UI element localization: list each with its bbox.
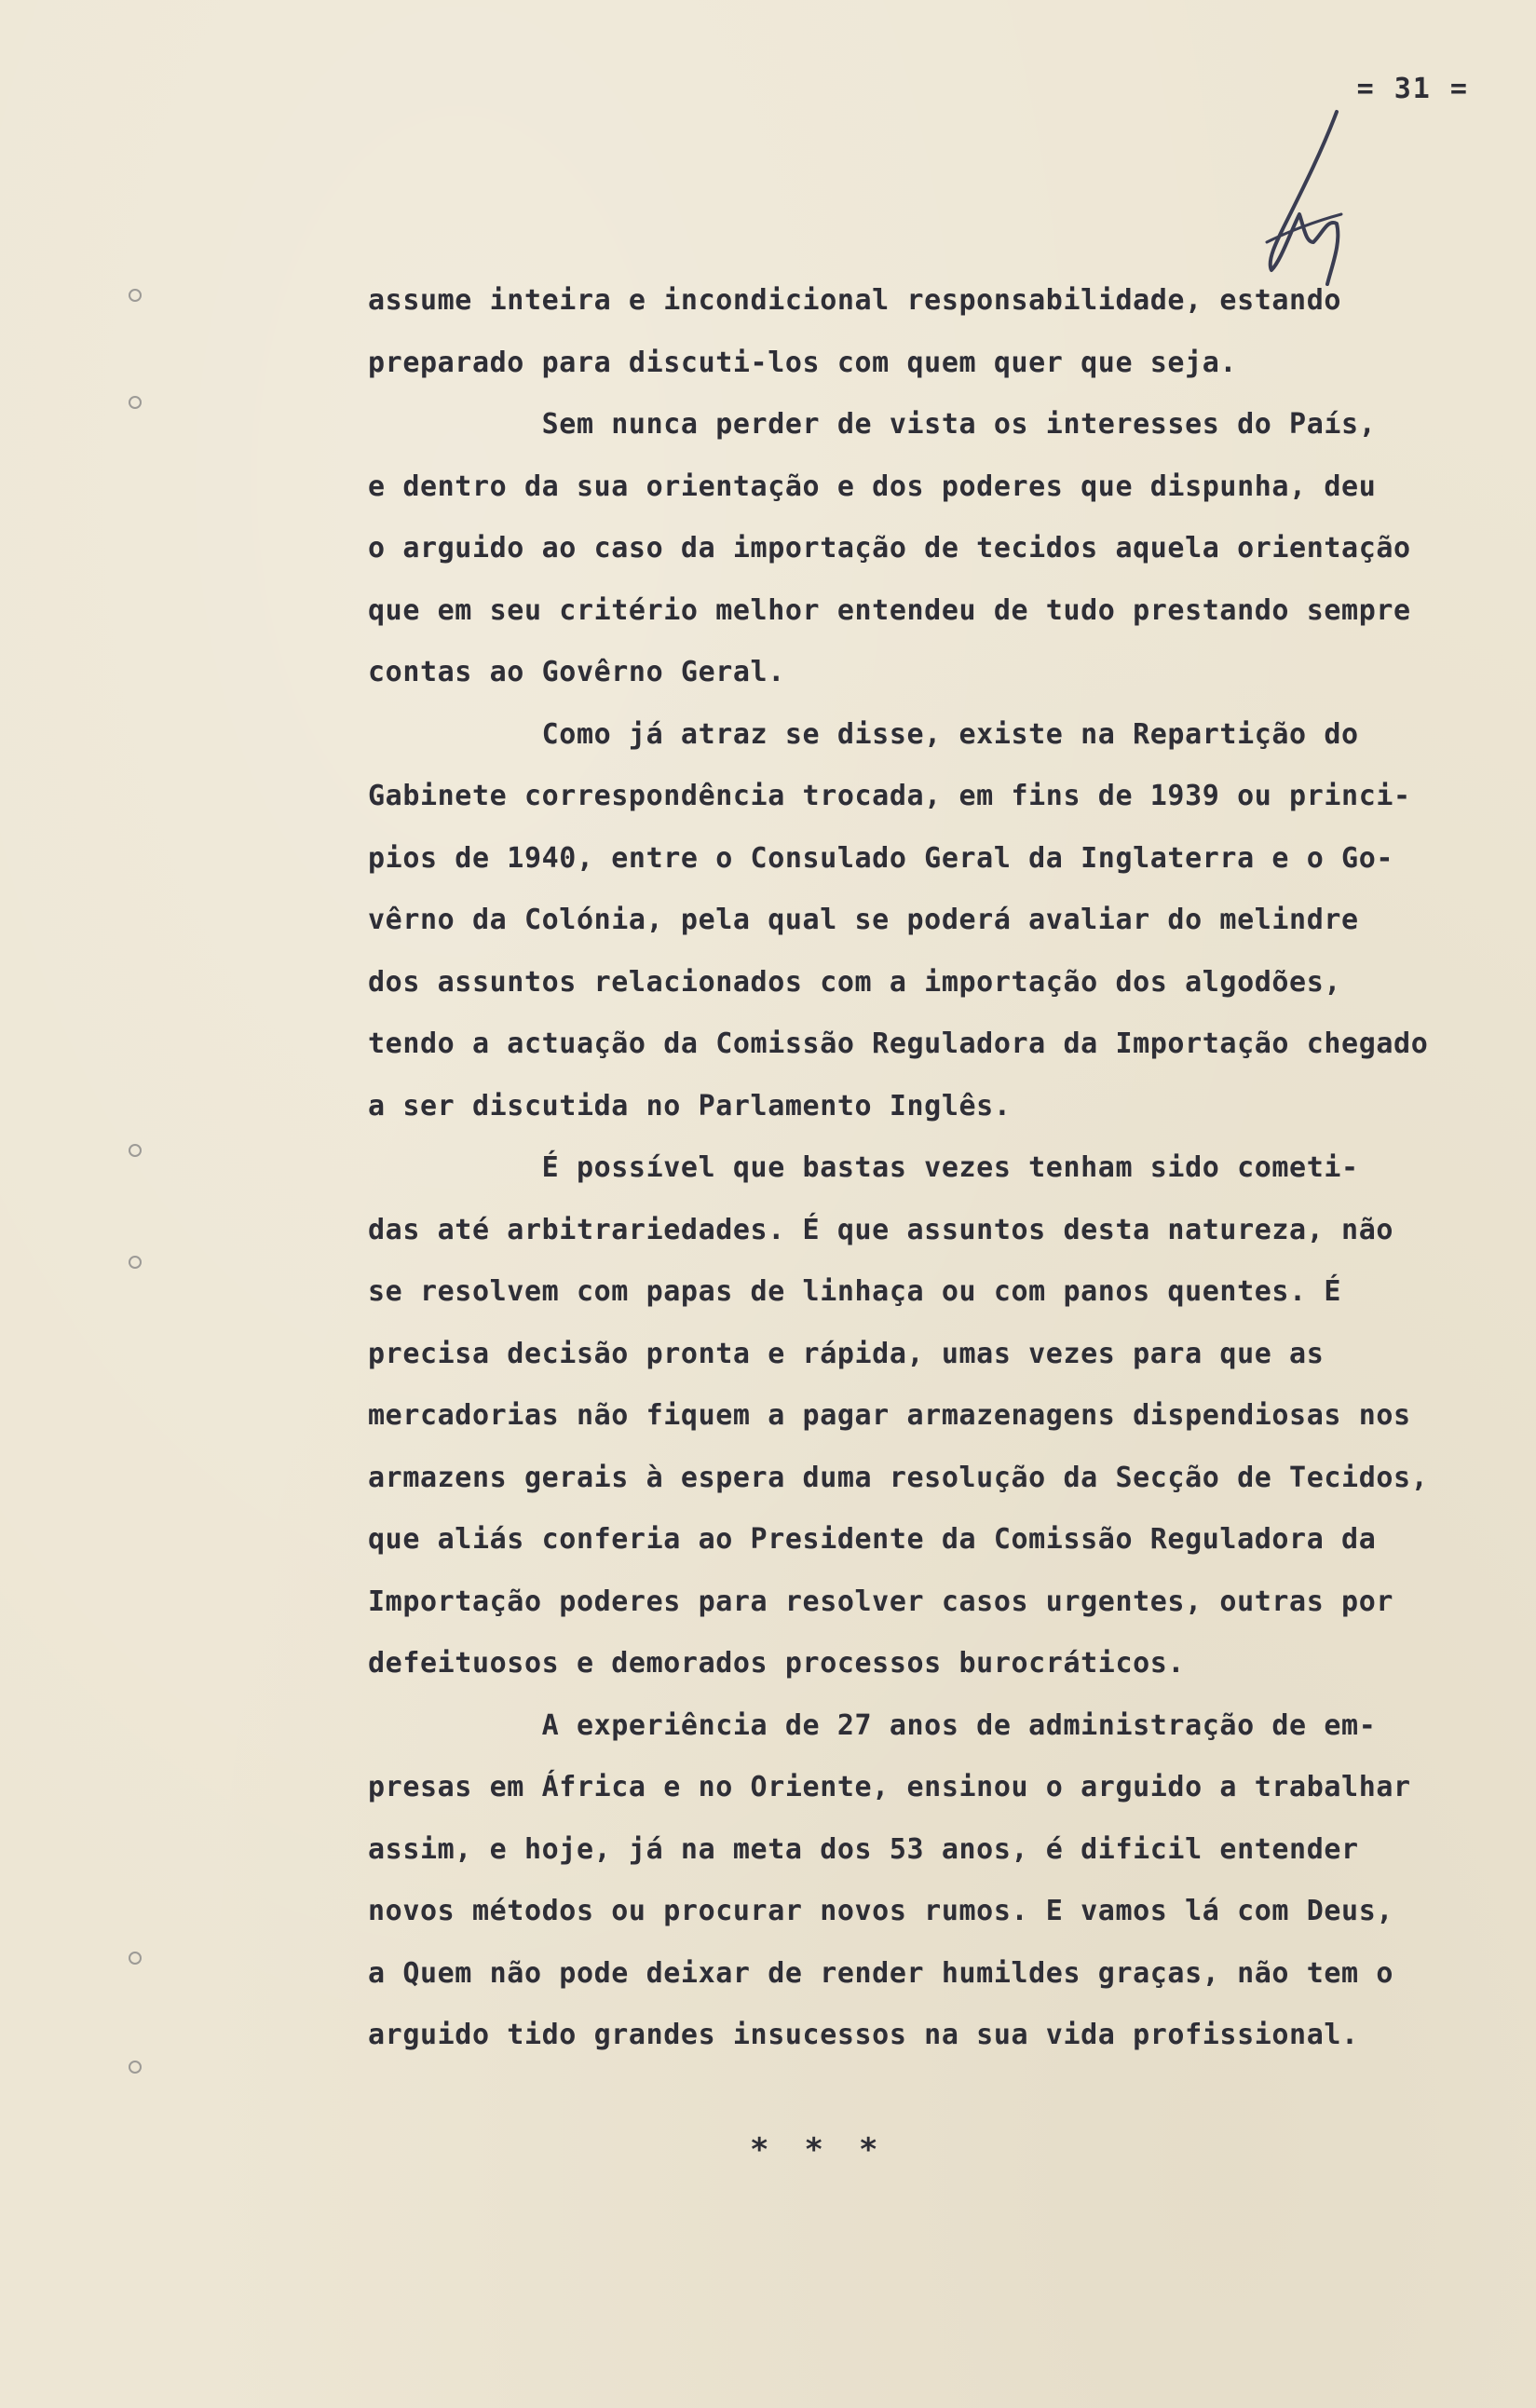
binding-hole-mark (129, 2061, 142, 2074)
text-line: A experiência de 27 anos de administração de em- (368, 1708, 1377, 1742)
text-line: das até arbitrariedades. É que assuntos desta natureza, não (368, 1213, 1394, 1246)
binding-hole-mark (129, 289, 142, 302)
binding-hole-mark (129, 1256, 142, 1269)
page-number: = 31 = (1356, 73, 1469, 105)
text-line: a ser discutida no Parlamento Inglês. (368, 1089, 1012, 1122)
text-line: a Quem não pode deixar de render humildes graças, não tem o (368, 1956, 1394, 1990)
text-line: assume inteira e incondicional responsabilidade, estando (368, 284, 1342, 317)
text-line: se resolvem com papas de linhaça ou com panos quentes. É (368, 1275, 1342, 1308)
text-line: Importação poderes para resolver casos urgentes, outras por (368, 1585, 1394, 1618)
binding-hole-mark (129, 1952, 142, 1965)
text-line: contas ao Govêrno Geral. (368, 656, 785, 688)
text-line: dos assuntos relacionados com a importação dos algodões, (368, 965, 1342, 999)
binding-hole-mark (129, 396, 142, 409)
handwritten-signature (1248, 102, 1369, 289)
text-line: e dentro da sua orientação e dos poderes que dispunha, deu (368, 469, 1377, 503)
text-line: Gabinete correspondência trocada, em fins de 1939 ou princi- (368, 780, 1411, 812)
text-line: assim, e hoje, já na meta dos 53 anos, é dificil entender (368, 1832, 1359, 1866)
text-line: vêrno da Colónia, pela qual se poderá avaliar do melindre (368, 904, 1359, 936)
text-line: pios de 1940, entre o Consulado Geral da Inglaterra e o Go- (368, 841, 1394, 875)
text-line: Como já atraz se disse, existe na Repartição do (368, 717, 1359, 751)
text-line: que em seu critério melhor entendeu de tudo prestando sempre (368, 593, 1411, 627)
text-line: tendo a actuação da Comissão Reguladora da Importação chegado (368, 1027, 1429, 1060)
text-line: presas em África e no Oriente, ensinou o arguido a trabalhar (368, 1771, 1411, 1803)
text-line: que aliás conferia ao Presidente da Comissão Reguladora da (368, 1523, 1377, 1556)
typed-text-body (368, 270, 1523, 2067)
closing-asterisks: *** (750, 2131, 914, 2169)
text-line: armazens gerais à espera duma resolução da Secção de Tecidos, (368, 1461, 1429, 1494)
text-line: mercadorias não fiquem a pagar armazenagens dispendiosas nos (368, 1399, 1411, 1432)
binding-hole-mark (129, 1144, 142, 1157)
text-line: o arguido ao caso da importação de tecidos aquela orientação (368, 532, 1411, 565)
text-line: Sem nunca perder de vista os interesses do País, (368, 408, 1377, 441)
text-line: arguido tido grandes insucessos na sua vida profissional. (368, 2019, 1359, 2051)
text-line: É possível que bastas vezes tenham sido cometi- (368, 1151, 1359, 1184)
text-line: novos métodos ou procurar novos rumos. E vamos lá com Deus, (368, 1895, 1394, 1927)
text-line: defeituosos e demorados processos burocráticos. (368, 1647, 1186, 1680)
text-line: preparado para discuti-los com quem quer que seja. (368, 346, 1238, 379)
text-line: precisa decisão pronta e rápida, umas vezes para que as (368, 1337, 1325, 1370)
